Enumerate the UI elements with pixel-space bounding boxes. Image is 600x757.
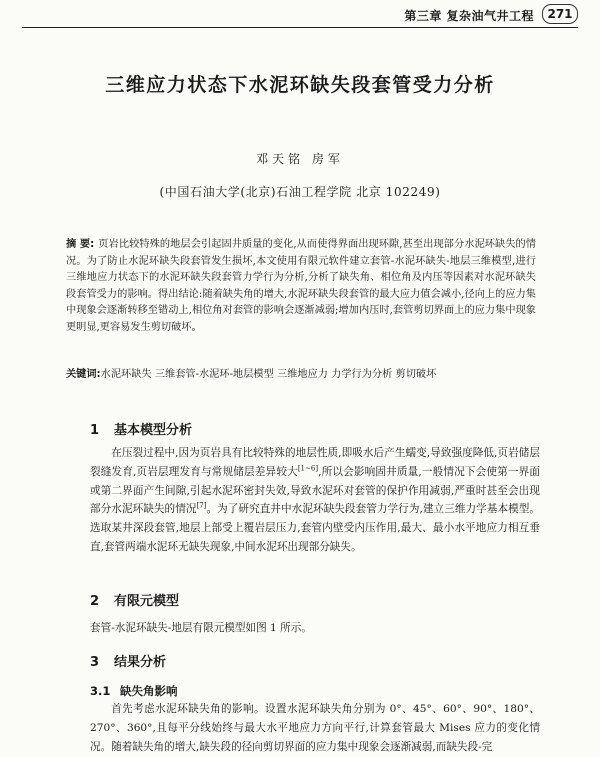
article-affiliation: (中国石油大学(北京)石油工程学院 北京 102249)	[159, 185, 441, 199]
citation-7: [7]	[196, 501, 207, 510]
header-rule	[22, 27, 578, 28]
citation-1-6: [1~6]	[297, 464, 319, 473]
section-2-paragraph: 套管-水泥环缺失-地层有限元模型如图 1 所示。	[90, 622, 312, 634]
section-3-heading	[90, 651, 166, 670]
section-1-text-a: 在压裂过程中,因为页岩具有比较特殊的地层性质,即吸水后产生蠕变,导致强度降低,页岩储层裂缝发育,页岩层理发育与常规储层差异较大	[90, 447, 540, 478]
section-1-heading	[90, 419, 192, 438]
article-title: 三维应力状态下水泥环缺失段套管受力分析	[105, 74, 495, 96]
subsection-3-1-paragraph-1: 首先考虑水泥环缺失角的影响。设置水泥环缺失角分别为 0°、45°、60°、90°、180°、270°、360°,且每平分线始终与最大水平地应力方向平行,计算套管最大 Mises 应力的变化情况。	[90, 703, 540, 753]
section-2-heading	[90, 590, 179, 609]
keywords	[66, 367, 536, 384]
abstract-label: 摘 要:	[66, 239, 95, 250]
subsection-3-1-heading	[90, 683, 178, 699]
running-head: 第三章 复杂油气井工程	[404, 9, 534, 23]
subsection-3-1-title: 缺失角影响	[120, 684, 178, 698]
article-authors: 邓天铭 房军	[256, 152, 344, 166]
section-3-title: 结果分析	[114, 655, 167, 670]
section-1-paragraph	[90, 444, 540, 557]
section-2-title: 有限元模型	[114, 594, 180, 609]
section-1-title: 基本模型分析	[114, 423, 193, 438]
page-number: 271	[542, 4, 578, 24]
keywords-label: 关键词:	[66, 369, 101, 380]
abstract	[66, 237, 536, 336]
abstract-text: 页岩比较特殊的地层会引起固井质量的变化,从而使得界面出现环隙,甚至出现部分水泥环缺失的情况。为了防止水泥环缺失段套管发生损坏,本文使用有限元软件建立套管-水泥环缺失-地层三维模型,进行三维地应力状态下的水泥环缺失段套管力学行为分析,分析了缺失角、相位角及内压等因素对水泥环缺失段套管受力的影响。得出结论:随着缺失角的增大,水泥环缺失段套管的最大应力值会减小,径向上的应力集中现象会逐渐转移至错动上,相位角对套管的影响会逐渐减弱;增加内压时,套管剪切界面上的应力集中现象更明显,更容易发生剪切破坏。	[66, 239, 536, 333]
section-1-text-c: 。为了研究直井中水泥环缺失段套管力学行为,建立三维力学基本模型。选取某井深段套管,地层上部受上覆岩层压力,套管内壁受内压作用,最大、最小水平地应力相互垂直,套管两端水泥环无缺失现象,中间水泥环出现部分缺失。	[90, 503, 540, 553]
section-2-number: 2	[90, 594, 100, 609]
keywords-text: 水泥环缺失 三维套管-水泥环-地层模型 三维地应力 力学行为分析 剪切破坏	[100, 369, 437, 380]
subsection-3-1-number: 3.1	[90, 684, 111, 698]
section-1-number: 1	[90, 423, 100, 438]
subsection-3-1-paragraph-2: 随着缺失角的增大,缺失段的径向剪切界面的应力集中现象会逐渐减弱,而缺失段-完	[111, 741, 493, 753]
section-1-text-b: ,所以会影响固井质量,一般情况下会使第一界面或第二界面产生间隙,引起水泥环密封失效,导致水泥环对套管的保护作用减弱,严重时甚至会出现部分水泥环缺失的情况	[90, 465, 541, 516]
section-3-number: 3	[90, 655, 100, 670]
